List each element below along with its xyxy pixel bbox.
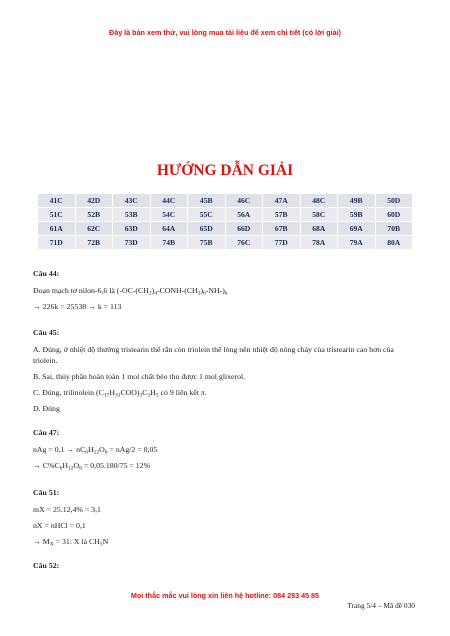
answer-cell: 76C <box>225 236 263 250</box>
answer-row <box>38 208 413 222</box>
answer-cell: 58C <box>300 208 338 222</box>
answer-cell: 72B <box>75 236 113 250</box>
answer-row <box>38 222 413 236</box>
answer-key-table <box>37 193 413 250</box>
answer-cell: 67B <box>263 222 301 236</box>
answer-cell: 43C <box>113 194 151 208</box>
answer-cell: 50D <box>375 194 413 208</box>
answer-cell: 53B <box>113 208 151 222</box>
option-b: B. Sai, thủy phân hoàn toàn 1 mol chất béo thu được 1 mol glixerol. <box>33 372 246 381</box>
answer-cell: 80A <box>375 236 413 250</box>
answer-cell: 51C <box>38 208 76 222</box>
answer-cell: 44C <box>150 194 188 208</box>
page-number: Trang 5/4 – Mã đề 030 <box>347 601 415 610</box>
answer-cell: 49B <box>338 194 376 208</box>
answer-cell: 78A <box>300 236 338 250</box>
answer-cell: 60D <box>375 208 413 222</box>
explanation-line: Đoạn mạch tơ nilon-6,6 là $(-OC-(CH_2)_4-CONH-(CH_2)_6-NH-)_k$ <box>33 286 228 297</box>
answer-cell: 75B <box>188 236 226 250</box>
answer-cell: 41C <box>38 194 76 208</box>
answer-cell: 54C <box>150 208 188 222</box>
question-title: Câu 45: <box>33 328 60 337</box>
answer-cell: 69A <box>338 222 376 236</box>
question-title: Câu 47: <box>33 428 60 437</box>
answer-cell: 56A <box>225 208 263 222</box>
answer-cell: 55C <box>188 208 226 222</box>
option-d: D. Đúng <box>33 404 60 413</box>
answer-row <box>38 236 413 250</box>
answer-cell: 71D <box>38 236 76 250</box>
answer-cell: 47A <box>263 194 301 208</box>
question-title: Câu 52: <box>33 561 60 570</box>
answer-cell: 74B <box>150 236 188 250</box>
question-51 <box>33 487 417 547</box>
answer-cell: 57B <box>263 208 301 222</box>
answer-row <box>38 194 413 208</box>
explanation-line: → $C\%C_6H_{12}O_6 = 0,05.180/75 = 12\%$ <box>33 461 151 472</box>
question-52 <box>33 560 417 571</box>
option-a: A. Đúng, ở nhiệt độ thường tristearin thể rắn còn triolein thể lỏng nên nhiệt độ nóng chảy của tristearin cao hơn của triolein. <box>33 345 394 365</box>
answer-cell: 64A <box>150 222 188 236</box>
answer-cell: 42D <box>75 194 113 208</box>
question-title: Câu 51: <box>33 488 60 497</box>
answer-cell: 48C <box>300 194 338 208</box>
question-45 <box>33 327 417 414</box>
explanation-line: → $M_X = 31$: X là $CH_5N$ <box>33 537 109 548</box>
explanation-line: nX = nHCl = 0,1 <box>33 521 86 530</box>
answer-cell: 73D <box>113 236 151 250</box>
answer-cell: 68A <box>300 222 338 236</box>
answer-cell: 70B <box>375 222 413 236</box>
answer-cell: 45B <box>188 194 226 208</box>
answer-cell: 52B <box>75 208 113 222</box>
answer-cell: 46C <box>225 194 263 208</box>
answer-cell: 77D <box>263 236 301 250</box>
answer-cell: 63D <box>113 222 151 236</box>
question-title: Câu 44: <box>33 269 60 278</box>
question-47 <box>33 427 417 471</box>
answer-cell: 79A <box>338 236 376 250</box>
page-title: HƯỚNG DẪN GIẢI <box>156 162 294 179</box>
preview-notice: Đây là bản xem thử, vui lòng mua tài liệu để xem chi tiết (có lời giải) <box>109 28 341 37</box>
explanation-line: → 226k = 25538 → k = 113 <box>33 302 122 311</box>
option-c: C. Đúng, trilinolein $(C_{17}H_{31}COO)_3C_3H_5$ có 9 liên kết π. <box>33 388 207 399</box>
question-44 <box>33 268 417 312</box>
answer-cell: 65D <box>188 222 226 236</box>
answer-cell: 61A <box>38 222 76 236</box>
answer-cell: 62C <box>75 222 113 236</box>
hotline-notice: Mọi thắc mắc vui lòng xin liên hệ hotline: 084 283 45 85 <box>130 591 320 600</box>
explanation-line: mX = 25.12,4% = 3,1 <box>33 505 101 514</box>
answer-cell: 59B <box>338 208 376 222</box>
explanation-line: nAg = $0,1 \to nC_6H_{12}O_6 = nAg/2 = 0,05$ <box>33 445 158 456</box>
answer-cell: 66D <box>225 222 263 236</box>
